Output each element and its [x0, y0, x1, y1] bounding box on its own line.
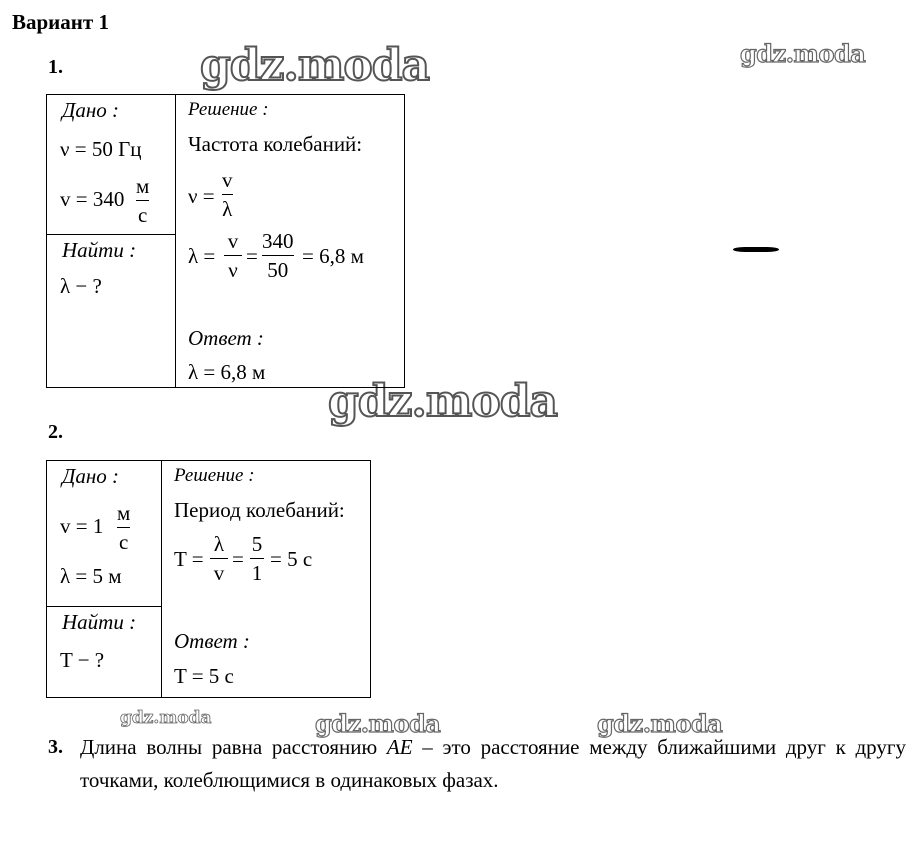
find-value: λ − ? [60, 274, 102, 298]
page-title: Вариант 1 [12, 10, 109, 34]
calc-result: = 6,8 м [302, 244, 364, 268]
given-wavelength: λ = 5 м [60, 564, 122, 588]
solution-step: Период колебаний: [174, 498, 345, 522]
watermark: gdz.moda [200, 40, 430, 91]
text-after: – это расстояние между ближайшими друг к другу точками, колеблющимися в одинаковых фазах. [80, 735, 907, 792]
problem-3-text [80, 731, 906, 796]
calc-equals: = [246, 244, 258, 268]
problem-3-number: 3. [48, 736, 63, 758]
unit-denominator: с [137, 203, 148, 227]
calc-equals: = [232, 547, 244, 571]
calc-fraction-1 [224, 231, 242, 281]
calc-lhs: λ = [188, 244, 216, 268]
solution-cell [161, 460, 371, 698]
numerator: v [222, 168, 233, 192]
stray-mark [733, 247, 779, 252]
find-label: Найти : [62, 610, 137, 634]
unit-numerator: м [117, 501, 131, 525]
denominator: 1 [251, 561, 263, 585]
calc-fraction-1 [210, 534, 228, 584]
solution-label: Решение : [188, 99, 269, 120]
problem-1-number: 1. [48, 56, 63, 78]
calc-result: = 5 с [270, 547, 313, 571]
find-label: Найти : [62, 238, 137, 262]
given-frequency: ν = 50 Гц [60, 137, 142, 161]
numerator: 340 [262, 229, 294, 253]
calc-fraction-2 [250, 534, 264, 584]
denominator: v [213, 561, 225, 585]
numerator: v [227, 229, 239, 253]
segment-label: AE [386, 735, 413, 759]
given-speed-unit [136, 176, 149, 226]
watermark: gdz.moda [597, 709, 723, 738]
problem-2-number: 2. [48, 421, 63, 443]
given-label: Дано : [62, 98, 120, 122]
unit-denominator: с [118, 530, 129, 554]
find-value: T − ? [60, 648, 105, 672]
unit-numerator: м [136, 174, 150, 198]
given-speed: v = 340 [60, 187, 125, 211]
answer-label: Ответ : [188, 326, 264, 350]
denominator: λ [222, 197, 233, 221]
given-speed-unit [117, 503, 130, 553]
formula-fraction [222, 170, 233, 220]
calc-lhs: T = [174, 547, 204, 571]
text-before: Длина волны равна расстоянию [80, 735, 387, 759]
solution-label: Решение : [174, 465, 255, 486]
given-speed: v = 1 [60, 514, 104, 538]
denominator: ν [228, 258, 238, 282]
formula-lhs: ν = [188, 184, 215, 208]
watermark: gdz.moda [328, 376, 558, 427]
calc-fraction-2 [262, 231, 294, 281]
denominator: 50 [267, 258, 289, 282]
solution-step: Частота колебаний: [188, 132, 363, 156]
numerator: 5 [251, 532, 263, 556]
numerator: λ [213, 532, 225, 556]
answer-label: Ответ : [174, 629, 250, 653]
answer-value: λ = 6,8 м [188, 360, 266, 384]
given-label: Дано : [62, 464, 120, 488]
watermark: gdz.moda [740, 39, 866, 68]
watermark: gdz.moda [315, 709, 441, 738]
watermark: gdz.moda [120, 708, 212, 728]
answer-value: T = 5 с [174, 664, 234, 688]
